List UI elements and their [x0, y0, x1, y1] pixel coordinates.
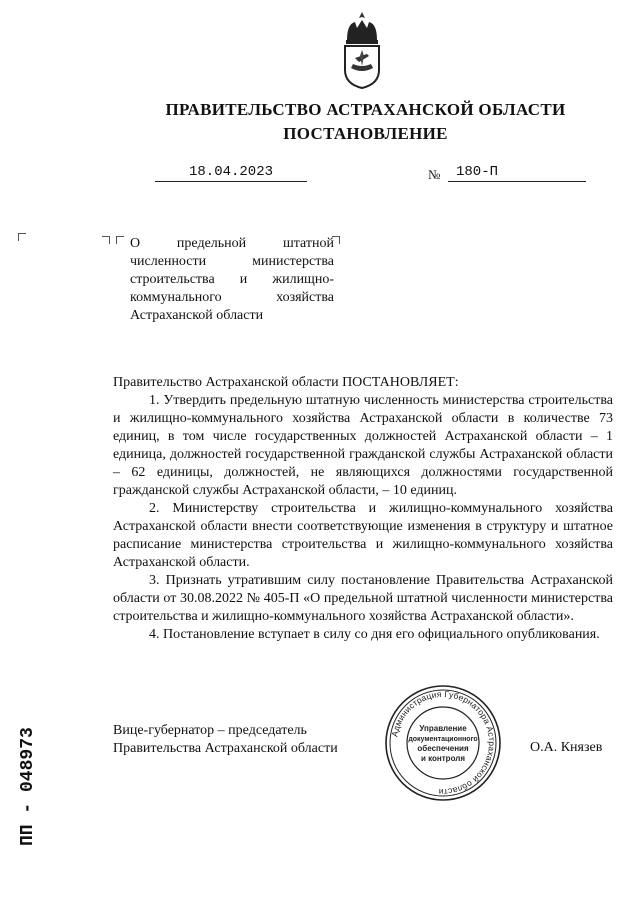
corner-mark-left	[18, 233, 26, 241]
coat-of-arms-emblem	[337, 10, 387, 90]
paragraph-1: 1. Утвердить предельную штатную численность министерства строительства и жилищно-коммунального хозяйства Астраханской области в количестве 73 единиц, в том числе государственных должностей Астраханской области – 1 единица, должностей государственной гражданской службы Астраханской области – 62 единицы, должностей, не являющихся должностями государственной гражданской службы Астраханской области, – 10 единиц.	[113, 393, 613, 498]
stamp-center-line1: Управление	[419, 724, 467, 733]
document-date: 18.04.2023	[155, 164, 307, 182]
serial-text: ПП - 048973	[18, 727, 38, 846]
corner-mark-subject-left-a	[102, 236, 110, 244]
signatory-title-line2: Правительства Астраханской области	[113, 741, 338, 756]
official-stamp	[383, 683, 503, 803]
document-number: 180-П	[448, 164, 586, 182]
signatory-title	[113, 722, 338, 758]
document-subject: О предельной штатной численности министерства строительства и жилищно-коммунального хозяйства Астраханской области	[130, 236, 334, 323]
paragraph-4: 4. Постановление вступает в силу со дня его официального опубликования.	[149, 627, 600, 642]
stamp-center-line4: и контроля	[421, 754, 465, 763]
signatory-title-line1: Вице-губернатор – председатель	[113, 723, 307, 738]
signatory-name: О.А. Князев	[530, 740, 603, 755]
stamp-center-line3: обеспечения	[417, 744, 469, 753]
document-body	[113, 374, 613, 644]
paragraph-2: 2. Министерству строительства и жилищно-коммунального хозяйства Астраханской области внести соответствующие изменения в структуру и штатное расписание министерства строительства и жилищно-коммунального хозяйства Астраханской области.	[113, 501, 613, 570]
preamble: Правительство Астраханской области ПОСТАНОВЛЯЕТ:	[113, 375, 459, 390]
form-serial-number	[4, 700, 44, 850]
stamp-center-line2: документационного	[408, 736, 478, 743]
stamp-ring-text: Администрация Губернатора Астраханской области	[389, 688, 498, 798]
corner-mark-subject-left-b	[116, 236, 124, 244]
number-label: №	[428, 167, 441, 182]
government-title: ПРАВИТЕЛЬСТВО АСТРАХАНСКОЙ ОБЛАСТИ	[165, 100, 566, 119]
paragraph-3: 3. Признать утратившим силу постановление Правительства Астраханской области от 30.08.2022 № 405-П «О предельной штатной численности министерства строительства и жилищно-коммунального хозяйства Астраханской области».	[113, 573, 613, 624]
document-type: ПОСТАНОВЛЕНИЕ	[283, 124, 448, 143]
